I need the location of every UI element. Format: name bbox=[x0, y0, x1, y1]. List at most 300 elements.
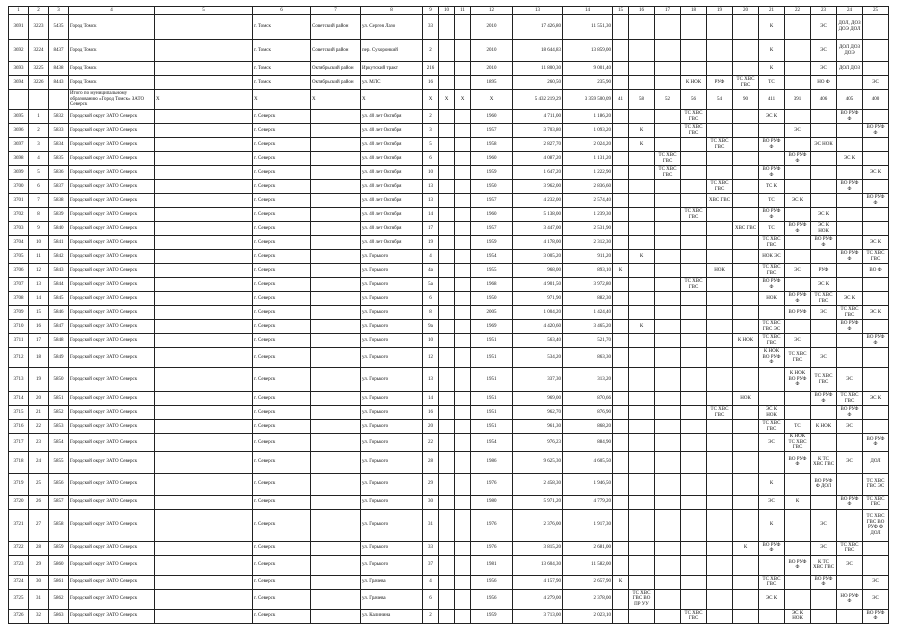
table-row bbox=[9, 406, 889, 420]
street-cell: ул. Горького bbox=[361, 555, 423, 575]
living-area-cell: 521,70 bbox=[563, 334, 613, 348]
house-id-cell: 5845 bbox=[49, 292, 69, 306]
total-area-cell: 4 157,90 bbox=[513, 575, 563, 589]
street-cell: ул. Горького bbox=[361, 434, 423, 452]
house-number-cell: 33 bbox=[423, 541, 439, 555]
work-col-25-cell: ВО Ф bbox=[863, 264, 889, 278]
work-col-15-cell bbox=[613, 292, 629, 306]
living-area-cell: 2 657,90 bbox=[563, 575, 613, 589]
house-id-cell: 5843 bbox=[49, 264, 69, 278]
total-area-cell: 4 901,50 bbox=[513, 278, 563, 292]
street-cell: ул. 40 лет Октября bbox=[361, 236, 423, 250]
work-col-18-cell bbox=[681, 40, 707, 62]
local-number-cell: 30 bbox=[29, 575, 49, 589]
local-number-cell: 21 bbox=[29, 406, 49, 420]
work-col-23-cell bbox=[811, 166, 837, 180]
district-cell: Советский район bbox=[311, 40, 361, 62]
local-number-cell: 6 bbox=[29, 180, 49, 194]
work-col-22-cell: К bbox=[785, 495, 811, 509]
street-cell: ул. Горького bbox=[361, 264, 423, 278]
house-id-cell: 5839 bbox=[49, 208, 69, 222]
house-number-cell: 4 bbox=[423, 250, 439, 264]
work-col-20-cell bbox=[733, 292, 759, 306]
work-col-21-cell bbox=[759, 368, 785, 392]
column-header-cell: 11 bbox=[455, 7, 471, 15]
work-col-23-cell: К НОК bbox=[811, 420, 837, 434]
local-number-cell: 23 bbox=[29, 434, 49, 452]
work-col-21-cell: К bbox=[759, 62, 785, 76]
street-cell: Иркутский тракт bbox=[361, 62, 423, 76]
district-cell bbox=[311, 451, 361, 473]
work-col-17-cell bbox=[655, 348, 681, 368]
house-number-cell: 5 bbox=[423, 138, 439, 152]
col-5-cell bbox=[155, 451, 253, 473]
work-col-20-cell bbox=[733, 15, 759, 40]
living-area-cell: 870,66 bbox=[563, 392, 613, 406]
column-header-cell: 21 bbox=[759, 7, 785, 15]
work-col-23-cell: НО Ф bbox=[811, 76, 837, 90]
work-col-21-cell: К bbox=[759, 15, 785, 40]
district-cell bbox=[311, 368, 361, 392]
local-number-cell: 31 bbox=[29, 589, 49, 609]
work-col-18-cell bbox=[681, 292, 707, 306]
work-col-21-cell: ТС ХВС ГВС bbox=[759, 575, 785, 589]
col-11-cell bbox=[455, 348, 471, 368]
locality-cell: г. Северск bbox=[253, 250, 311, 264]
row-number-cell: 3724 bbox=[9, 575, 29, 589]
col-11-cell bbox=[455, 62, 471, 76]
work-col-24-cell: НО РУФ Ф bbox=[837, 589, 863, 609]
house-number-cell: 10 bbox=[423, 334, 439, 348]
work-col-16-cell: К bbox=[629, 320, 655, 334]
street-cell: ул. Горького bbox=[361, 320, 423, 334]
col-10-cell bbox=[439, 194, 455, 208]
work-col-24-cell: ЭС bbox=[837, 451, 863, 473]
work-col-15-cell bbox=[613, 194, 629, 208]
work-col-16-cell bbox=[629, 473, 655, 495]
column-header-cell: 23 bbox=[811, 7, 837, 15]
locality-cell: г. Северск bbox=[253, 406, 311, 420]
year-built-cell: 1950 bbox=[471, 180, 513, 194]
total-area-cell: 13 604,30 bbox=[513, 555, 563, 575]
locality-cell: г. Северск bbox=[253, 368, 311, 392]
column-header-cell: 18 bbox=[681, 7, 707, 15]
locality-cell: г. Томск bbox=[253, 40, 311, 62]
row-number-cell bbox=[9, 90, 29, 110]
total-area-cell: 534,20 bbox=[513, 348, 563, 368]
total-area-cell: 968,00 bbox=[513, 264, 563, 278]
work-col-15-cell bbox=[613, 180, 629, 194]
street-cell: ул. 40 лет Октября bbox=[361, 208, 423, 222]
row-number-cell: 3705 bbox=[9, 250, 29, 264]
work-col-16-cell bbox=[629, 40, 655, 62]
total-area-cell: 4 420,60 bbox=[513, 320, 563, 334]
col-10-cell bbox=[439, 110, 455, 124]
house-id-cell: 5849 bbox=[49, 348, 69, 368]
work-col-21-cell: ЭС К bbox=[759, 110, 785, 124]
total-area-cell: 3 703,80 bbox=[513, 124, 563, 138]
locality-cell: г. Северск bbox=[253, 124, 311, 138]
street-cell: пер. Сухоронкий bbox=[361, 40, 423, 62]
living-area-cell: 9 001,40 bbox=[563, 62, 613, 76]
work-col-19-cell bbox=[707, 236, 733, 250]
table-row bbox=[9, 236, 889, 250]
work-col-19-cell bbox=[707, 15, 733, 40]
work-col-16-cell: ТС ХВС ГВС ВО ПР УУ bbox=[629, 589, 655, 609]
col-10-cell bbox=[439, 541, 455, 555]
municipality-name-cell: Городской округ ЗАТО Северск bbox=[69, 180, 155, 194]
table-row bbox=[9, 609, 889, 623]
col-10-cell bbox=[439, 420, 455, 434]
work-col-19-cell: НОК bbox=[707, 264, 733, 278]
work-col-19-cell bbox=[707, 473, 733, 495]
local-number-cell: 12 bbox=[29, 264, 49, 278]
row-number-cell: 3723 bbox=[9, 555, 29, 575]
work-col-22-cell bbox=[785, 138, 811, 152]
locality-cell: г. Северск bbox=[253, 420, 311, 434]
work-col-16-cell bbox=[629, 495, 655, 509]
municipality-name-cell: Городской округ ЗАТО Северск bbox=[69, 434, 155, 452]
municipality-name-cell: Городской округ ЗАТО Северск bbox=[69, 250, 155, 264]
work-col-16-cell bbox=[629, 62, 655, 76]
house-id-cell: 5844 bbox=[49, 278, 69, 292]
locality-cell: г. Томск bbox=[253, 76, 311, 90]
work-col-19-cell bbox=[707, 110, 733, 124]
col-10-cell bbox=[439, 124, 455, 138]
column-header-cell: 6 bbox=[253, 7, 311, 15]
total-area-cell: 4 232,00 bbox=[513, 194, 563, 208]
locality-cell: г. Северск bbox=[253, 194, 311, 208]
work-col-22-cell: К НОК ТС ХВС ГВС bbox=[785, 434, 811, 452]
work-col-24-cell: ЭС bbox=[837, 368, 863, 392]
work-col-21-cell bbox=[759, 392, 785, 406]
year-built-cell: 1955 bbox=[471, 264, 513, 278]
table-row bbox=[9, 495, 889, 509]
work-col-16-cell bbox=[629, 180, 655, 194]
house-number-cell: 4 bbox=[423, 575, 439, 589]
work-col-15-cell: К bbox=[613, 575, 629, 589]
work-col-17-cell bbox=[655, 250, 681, 264]
house-number-cell: 16 bbox=[423, 406, 439, 420]
col-5-cell bbox=[155, 334, 253, 348]
street-cell: ул. Горького bbox=[361, 278, 423, 292]
living-area-cell: 235,90 bbox=[563, 76, 613, 90]
work-col-24-cell: 405 bbox=[837, 90, 863, 110]
municipality-name-cell: Городской округ ЗАТО Северск bbox=[69, 208, 155, 222]
municipality-name-cell: Городской округ ЗАТО Северск bbox=[69, 110, 155, 124]
work-col-22-cell bbox=[785, 320, 811, 334]
district-cell bbox=[311, 166, 361, 180]
work-col-15-cell: 41 bbox=[613, 90, 629, 110]
col-5-cell bbox=[155, 180, 253, 194]
col-10-cell bbox=[439, 451, 455, 473]
work-col-20-cell: ХВС ГВС bbox=[733, 222, 759, 236]
work-col-17-cell bbox=[655, 575, 681, 589]
col-11-cell bbox=[455, 589, 471, 609]
work-col-15-cell bbox=[613, 236, 629, 250]
district-cell bbox=[311, 264, 361, 278]
year-built-cell: 1981 bbox=[471, 555, 513, 575]
work-col-19-cell bbox=[707, 152, 733, 166]
street-cell: ул. МЛС bbox=[361, 76, 423, 90]
row-number-cell: 3717 bbox=[9, 434, 29, 452]
work-col-21-cell bbox=[759, 306, 785, 320]
work-col-15-cell bbox=[613, 62, 629, 76]
work-col-15-cell bbox=[613, 152, 629, 166]
col-11-cell bbox=[455, 15, 471, 40]
work-col-25-cell: ДОЛ bbox=[863, 451, 889, 473]
year-built-cell: 1960 bbox=[471, 208, 513, 222]
work-col-22-cell: 391 bbox=[785, 90, 811, 110]
work-col-24-cell bbox=[837, 194, 863, 208]
work-col-23-cell bbox=[811, 124, 837, 138]
total-area-cell: 2 458,30 bbox=[513, 473, 563, 495]
work-col-24-cell: ТС ХВС ГВС bbox=[837, 392, 863, 406]
table-row bbox=[9, 124, 889, 138]
table-row bbox=[9, 420, 889, 434]
col-11-cell: Х bbox=[455, 90, 471, 110]
work-col-24-cell: ВО РУФ Ф bbox=[837, 180, 863, 194]
house-id-cell: 5852 bbox=[49, 406, 69, 420]
col-5-cell bbox=[155, 40, 253, 62]
work-col-18-cell bbox=[681, 15, 707, 40]
column-header-cell: 14 bbox=[563, 7, 613, 15]
living-area-cell: 2 024,20 bbox=[563, 138, 613, 152]
work-col-24-cell bbox=[837, 434, 863, 452]
street-cell: ул. 40 лет Октября bbox=[361, 222, 423, 236]
total-area-cell: 961,30 bbox=[513, 420, 563, 434]
street-cell: ул. Горького bbox=[361, 368, 423, 392]
work-col-19-cell: 54 bbox=[707, 90, 733, 110]
local-number-cell: 26 bbox=[29, 495, 49, 509]
year-built-cell: 1954 bbox=[471, 250, 513, 264]
work-col-19-cell bbox=[707, 392, 733, 406]
total-area-cell: 971,90 bbox=[513, 292, 563, 306]
total-area-cell: 260,50 bbox=[513, 76, 563, 90]
district-cell bbox=[311, 434, 361, 452]
work-col-16-cell bbox=[629, 222, 655, 236]
work-col-25-cell bbox=[863, 555, 889, 575]
col-10-cell bbox=[439, 473, 455, 495]
work-col-19-cell bbox=[707, 320, 733, 334]
street-cell: ул. 40 лет Октября bbox=[361, 166, 423, 180]
row-number-cell: 3696 bbox=[9, 124, 29, 138]
total-area-cell: 18 644,83 bbox=[513, 40, 563, 62]
work-col-23-cell: РУФ bbox=[811, 264, 837, 278]
col-11-cell bbox=[455, 451, 471, 473]
work-col-22-cell: ЭС bbox=[785, 124, 811, 138]
work-col-20-cell: НОК bbox=[733, 392, 759, 406]
work-col-18-cell bbox=[681, 180, 707, 194]
work-col-23-cell bbox=[811, 180, 837, 194]
locality-cell: г. Северск bbox=[253, 208, 311, 222]
table-row bbox=[9, 194, 889, 208]
work-col-23-cell bbox=[811, 406, 837, 420]
house-number-cell: 9а bbox=[423, 320, 439, 334]
work-col-20-cell bbox=[733, 236, 759, 250]
work-col-23-cell bbox=[811, 320, 837, 334]
street-cell: ул. Горького bbox=[361, 541, 423, 555]
work-col-18-cell bbox=[681, 306, 707, 320]
living-area-cell: 1 946,50 bbox=[563, 473, 613, 495]
work-col-18-cell bbox=[681, 495, 707, 509]
work-col-19-cell bbox=[707, 541, 733, 555]
work-col-18-cell bbox=[681, 250, 707, 264]
work-col-23-cell: ЭС К НОК bbox=[811, 222, 837, 236]
work-col-17-cell bbox=[655, 208, 681, 222]
row-number-cell: 3720 bbox=[9, 495, 29, 509]
house-id-cell: 5855 bbox=[49, 451, 69, 473]
municipality-name-cell: Городской округ ЗАТО Северск bbox=[69, 575, 155, 589]
work-col-17-cell bbox=[655, 589, 681, 609]
table-row bbox=[9, 575, 889, 589]
col-11-cell bbox=[455, 278, 471, 292]
local-number-cell: 3 bbox=[29, 138, 49, 152]
work-col-17-cell bbox=[655, 509, 681, 541]
work-col-21-cell: К bbox=[759, 40, 785, 62]
work-col-18-cell bbox=[681, 434, 707, 452]
work-col-17-cell bbox=[655, 180, 681, 194]
work-col-17-cell bbox=[655, 451, 681, 473]
col-11-cell bbox=[455, 609, 471, 623]
row-number-cell: 3693 bbox=[9, 62, 29, 76]
work-col-25-cell: ЭС bbox=[863, 575, 889, 589]
work-col-19-cell bbox=[707, 451, 733, 473]
total-area-cell: 4 279,00 bbox=[513, 589, 563, 609]
total-area-cell: 9 625,30 bbox=[513, 451, 563, 473]
work-col-15-cell bbox=[613, 348, 629, 368]
house-number-cell: 2 bbox=[423, 609, 439, 623]
living-area-cell: 1 131,20 bbox=[563, 152, 613, 166]
work-col-22-cell bbox=[785, 62, 811, 76]
street-cell: Х bbox=[361, 90, 423, 110]
work-col-23-cell: ЭС НОК bbox=[811, 138, 837, 152]
work-col-18-cell: ТС ХВС ГВС bbox=[681, 278, 707, 292]
work-col-15-cell bbox=[613, 420, 629, 434]
living-area-cell: 313,20 bbox=[563, 368, 613, 392]
column-header-cell: 7 bbox=[311, 7, 361, 15]
house-id-cell: 5854 bbox=[49, 434, 69, 452]
house-id-cell: 5840 bbox=[49, 222, 69, 236]
table-row bbox=[9, 434, 889, 452]
work-col-15-cell bbox=[613, 320, 629, 334]
row-number-cell: 3704 bbox=[9, 236, 29, 250]
row-number-cell: 3709 bbox=[9, 306, 29, 320]
living-area-cell: 2 681,00 bbox=[563, 541, 613, 555]
work-col-19-cell bbox=[707, 495, 733, 509]
locality-cell: г. Северск bbox=[253, 320, 311, 334]
house-number-cell: 6 bbox=[423, 152, 439, 166]
work-col-15-cell bbox=[613, 334, 629, 348]
work-col-17-cell bbox=[655, 306, 681, 320]
row-number-cell: 3698 bbox=[9, 152, 29, 166]
living-area-cell: 1 186,20 bbox=[563, 110, 613, 124]
locality-cell: г. Северск bbox=[253, 152, 311, 166]
locality-cell: г. Северск bbox=[253, 509, 311, 541]
column-header-cell: 15 bbox=[613, 7, 629, 15]
work-col-23-cell bbox=[811, 194, 837, 208]
living-area-cell: 882,30 bbox=[563, 292, 613, 306]
work-col-15-cell bbox=[613, 166, 629, 180]
house-number-cell: 13 bbox=[423, 180, 439, 194]
work-col-23-cell bbox=[811, 589, 837, 609]
municipality-name-cell: Городской округ ЗАТО Северск bbox=[69, 222, 155, 236]
row-number-cell: 3692 bbox=[9, 40, 29, 62]
col-5-cell bbox=[155, 194, 253, 208]
table-row bbox=[9, 180, 889, 194]
work-col-18-cell bbox=[681, 62, 707, 76]
district-cell bbox=[311, 250, 361, 264]
work-col-16-cell: К bbox=[629, 138, 655, 152]
work-col-24-cell bbox=[837, 264, 863, 278]
total-area-cell: 4 711,00 bbox=[513, 110, 563, 124]
table-row bbox=[9, 90, 889, 110]
work-col-15-cell bbox=[613, 15, 629, 40]
work-col-25-cell bbox=[863, 15, 889, 40]
local-number-cell: 22 bbox=[29, 420, 49, 434]
work-col-22-cell: ВО РУФ Ф bbox=[785, 451, 811, 473]
house-number-cell: 216 bbox=[423, 62, 439, 76]
work-col-25-cell bbox=[863, 152, 889, 166]
work-col-17-cell bbox=[655, 194, 681, 208]
column-header-cell: 5 bbox=[155, 7, 253, 15]
work-col-20-cell bbox=[733, 555, 759, 575]
col-10-cell bbox=[439, 40, 455, 62]
col-5-cell bbox=[155, 609, 253, 623]
work-col-17-cell bbox=[655, 420, 681, 434]
house-id-cell: 5862 bbox=[49, 589, 69, 609]
house-number-cell: 33 bbox=[423, 15, 439, 40]
street-cell: ул. Горького bbox=[361, 420, 423, 434]
col-5-cell bbox=[155, 76, 253, 90]
work-col-22-cell bbox=[785, 589, 811, 609]
row-number-cell: 3708 bbox=[9, 292, 29, 306]
house-id-cell: 5859 bbox=[49, 541, 69, 555]
row-number-cell: 3702 bbox=[9, 208, 29, 222]
work-col-19-cell bbox=[707, 609, 733, 623]
work-col-20-cell: К НОК bbox=[733, 334, 759, 348]
living-area-cell: 3 972,80 bbox=[563, 278, 613, 292]
house-id-cell: 8438 bbox=[49, 62, 69, 76]
work-col-25-cell: ЭС К bbox=[863, 306, 889, 320]
municipality-name-cell: Городской округ ЗАТО Северск bbox=[69, 292, 155, 306]
work-col-20-cell bbox=[733, 509, 759, 541]
work-col-17-cell bbox=[655, 62, 681, 76]
col-11-cell bbox=[455, 306, 471, 320]
year-built-cell: 1956 bbox=[471, 575, 513, 589]
house-id-cell: 5835 bbox=[49, 152, 69, 166]
col-5-cell bbox=[155, 420, 253, 434]
col-10-cell bbox=[439, 348, 455, 368]
local-number-cell: 28 bbox=[29, 541, 49, 555]
municipality-name-cell: Городской округ ЗАТО Северск bbox=[69, 555, 155, 575]
col-5-cell bbox=[155, 495, 253, 509]
work-col-24-cell: ВО РУФ Ф bbox=[837, 110, 863, 124]
work-col-23-cell bbox=[811, 334, 837, 348]
work-col-16-cell bbox=[629, 420, 655, 434]
local-number-cell: 29 bbox=[29, 555, 49, 575]
work-col-21-cell: ЭС К НОК bbox=[759, 406, 785, 420]
work-col-20-cell bbox=[733, 152, 759, 166]
work-col-20-cell bbox=[733, 138, 759, 152]
work-col-25-cell bbox=[863, 138, 889, 152]
col-11-cell bbox=[455, 138, 471, 152]
col-11-cell bbox=[455, 166, 471, 180]
year-built-cell: 1958 bbox=[471, 138, 513, 152]
work-col-16-cell bbox=[629, 152, 655, 166]
district-cell bbox=[311, 555, 361, 575]
house-number-cell: 16 bbox=[423, 76, 439, 90]
